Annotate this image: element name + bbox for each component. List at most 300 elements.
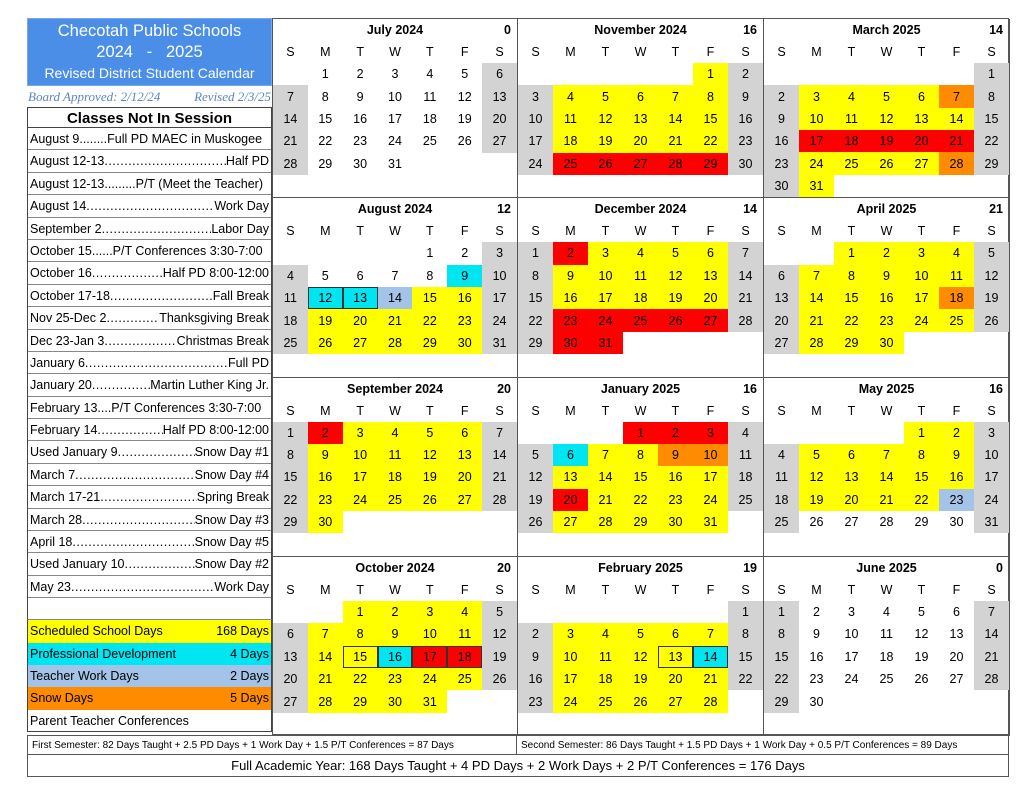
day-cell: 3 [693,422,728,444]
weekday-label: S [286,224,295,239]
day-cell: 18 [447,646,482,668]
day-cell: 1 [764,601,799,623]
week-row [764,623,1009,645]
empty-day [482,690,517,712]
empty-day [447,690,482,712]
day-cell: 14 [588,466,623,488]
day-cell: 7 [869,444,904,466]
day-cell: 22 [623,489,658,511]
events-list [27,128,272,598]
day-cell: 7 [658,85,693,107]
empty-day [974,175,1009,197]
week-row [518,108,763,130]
day-cell: 16 [378,646,413,668]
event-date: October 16 [30,266,92,281]
weekday-label: T [356,224,364,239]
empty-day [904,332,939,354]
legend-item [27,643,272,665]
weekday-label: S [987,44,996,59]
weekday-label: T [426,582,434,597]
week-row [273,646,517,668]
day-cell: 19 [658,287,693,309]
day-cell: 26 [809,515,824,530]
month-name: February 2025 [598,560,683,575]
day-cell: 18 [553,130,588,152]
event-description: Snow Day #2 [194,557,269,572]
day-cell: 8 [904,444,939,466]
day-cell: 4 [939,242,974,264]
weekday-label: T [601,403,610,418]
month-header [518,19,763,41]
month-header [273,198,517,220]
day-cell: 23 [553,309,588,331]
month-calendar [764,378,1010,557]
day-cell: 5 [412,422,447,444]
day-cell: 26 [588,153,623,175]
day-cell: 16 [553,287,588,309]
day-cell: 16 [518,668,553,690]
empty-day [658,601,693,623]
day-cell: 15 [728,646,763,668]
empty-day [764,422,799,444]
legend-value: 168 Days [216,624,269,639]
week-row [518,444,763,466]
empty-day [904,175,939,197]
day-cell: 31 [412,690,447,712]
week-row [518,668,763,690]
day-cell: 28 [974,668,1009,690]
month-day-count: 0 [996,560,1003,575]
day-cell: 28 [799,332,834,354]
day-cell: 13 [447,444,482,466]
event-date: Dec 23-Jan 3 [30,333,105,348]
week-row [518,422,763,444]
day-cell: 18 [588,668,623,690]
day-cell: 12 [588,108,623,130]
day-cell: 14 [693,646,728,668]
day-cell: 28 [588,511,623,533]
day-cell: 16 [869,287,904,309]
day-cell: 4 [764,444,799,466]
weekday-label: T [356,403,364,418]
day-cell: 14 [378,287,413,309]
week-row [273,489,517,511]
month-day-count: 12 [497,202,511,217]
weekday-label: M [320,45,331,59]
event-description: Half PD 8:00-12:00 [162,423,269,438]
month-header [764,19,1009,41]
day-cell: 27 [482,130,517,152]
day-cell: 10 [844,627,859,642]
school-years: 2024 - 2025 [96,43,203,61]
week-row [764,108,1009,130]
day-cell: 3 [343,422,378,444]
day-cell: 29 [412,332,447,354]
empty-day [343,511,378,533]
weekday-label: T [356,45,364,59]
weekday-label: W [389,45,401,59]
day-cell: 3 [588,242,623,264]
day-cell: 1 [693,63,728,85]
day-cell: 13 [658,646,693,668]
day-cell: 3 [904,242,939,264]
day-cell: 22 [518,309,553,331]
day-cell: 11 [728,444,763,466]
month-header [764,557,1009,579]
weekday-label: F [460,45,469,59]
day-cell: 22 [834,309,869,331]
event-row [28,330,271,352]
day-cell: 2 [461,246,469,261]
week-row [273,511,517,533]
day-cell: 15 [273,466,308,488]
weekday-label: T [426,224,434,239]
day-cell: 6 [953,604,960,619]
week-row [273,422,517,444]
day-cell: 4 [447,601,482,623]
day-cell: 2 [869,242,904,264]
day-cell: 23 [728,130,763,152]
weekday-label: F [460,403,469,418]
day-cell: 12 [457,89,472,104]
day-cell: 9 [518,646,553,668]
event-description: Snow Day #5 [194,535,269,550]
month-name: August 2024 [357,202,433,217]
weekday-label: F [952,224,961,239]
day-cell: 10 [518,108,553,130]
day-cell: 30 [949,515,964,530]
empty-day [764,242,799,264]
empty-day [974,690,1009,712]
day-cell: 25 [447,668,482,690]
empty-day [447,153,482,175]
weekday-label: M [565,45,576,59]
event-description: Snow Day #3 [194,512,269,527]
week-row [273,444,517,466]
week-row [764,85,1009,107]
day-cell: 15 [623,466,658,488]
empty-day [764,63,799,85]
day-cell: 28 [308,690,343,712]
event-row [28,173,271,195]
weekday-label: T [917,403,926,418]
week-row [764,422,1009,444]
day-cell: 23 [518,690,553,712]
weekday-label: M [565,224,576,239]
empty-day [834,422,869,444]
week-row [764,668,1009,690]
day-cell: 12 [974,265,1009,287]
day-cell: 15 [412,287,447,309]
weekday-header [764,41,1009,63]
weekday-label: F [952,44,961,59]
day-cell: 6 [273,623,308,645]
weekday-label: W [634,45,647,59]
day-cell: 14 [728,265,763,287]
empty-day [447,511,482,533]
leader-dots [85,352,228,373]
day-cell: 20 [764,309,799,331]
day-cell: 30 [728,153,763,175]
day-cell: 8 [321,89,329,104]
event-date: April 18 [30,535,73,550]
day-cell: 19 [457,111,472,126]
day-cell: 7 [693,623,728,645]
day-cell: 7 [391,268,399,283]
month-header [518,198,763,220]
leader-dots [72,531,194,552]
day-cell: 7 [974,601,1009,623]
weekday-label: M [320,224,331,239]
event-row [28,150,271,172]
empty-day [834,690,869,712]
leader-dots [104,330,176,351]
day-cell: 11 [553,108,588,130]
event-row [28,464,271,486]
day-cell: 6 [553,444,588,466]
day-cell: 11 [378,444,413,466]
empty-day [378,242,413,264]
legend-item [27,665,272,687]
day-cell: 22 [412,309,447,331]
spacer-row [27,598,272,620]
month-day-count: 21 [989,202,1003,217]
event-row [28,553,271,575]
day-cell: 4 [378,422,413,444]
weekday-label: S [495,45,504,59]
day-cell: 5 [869,85,904,107]
day-cell: 31 [693,511,728,533]
day-cell: 21 [273,130,308,152]
day-cell: 24 [388,134,402,149]
day-cell: 21 [869,489,904,511]
day-cell: 11 [447,623,482,645]
event-row [28,486,271,508]
event-row [28,128,271,150]
day-cell: 17 [482,287,517,309]
weekday-label: T [426,45,434,59]
event-row [28,307,271,329]
day-cell: 25 [378,489,413,511]
event-date: Nov 25-Dec 2 [30,311,107,326]
day-cell: 12 [914,627,929,642]
week-row [518,690,763,712]
event-row [28,262,271,284]
day-cell: 20 [273,668,308,690]
weekday-label: S [741,45,750,59]
day-cell: 4 [273,265,308,287]
day-cell: 29 [764,690,799,712]
weekday-label: S [286,45,295,59]
day-cell: 30 [308,511,343,533]
week-row [273,668,517,690]
day-cell: 1 [904,422,939,444]
day-cell: 9 [378,623,413,645]
day-cell: 26 [974,309,1009,331]
week-row [764,646,1009,668]
week-row [764,175,1009,197]
day-cell: 8 [764,623,799,645]
day-cell: 6 [834,444,869,466]
day-cell: 3 [974,422,1009,444]
day-cell: 14 [799,287,834,309]
day-cell: 8 [623,444,658,466]
week-row [273,130,517,152]
day-cell: 9 [728,85,763,107]
day-cell: 13 [834,466,869,488]
day-cell: 12 [799,466,834,488]
day-cell: 5 [918,604,925,619]
weekday-label: T [847,44,856,59]
weekday-label: M [320,403,331,418]
empty-day [869,422,904,444]
day-cell: 13 [343,287,378,309]
event-date: August 12-13 [30,154,105,169]
day-cell: 5 [518,444,553,466]
day-cell: 24 [412,668,447,690]
day-cell: 3 [848,604,855,619]
day-cell: 4 [883,604,890,619]
day-cell: 15 [764,646,799,668]
day-cell: 19 [799,489,834,511]
day-cell: 19 [914,649,929,664]
day-cell: 4 [588,623,623,645]
day-cell: 26 [658,309,693,331]
weekday-header [273,220,517,242]
day-cell: 27 [343,332,378,354]
month-day-count: 14 [989,23,1003,37]
leader-dots [100,486,197,507]
legend-value: 5 Days [230,691,269,706]
day-cell: 27 [623,153,658,175]
weekday-header [273,41,517,63]
month-day-count: 16 [743,381,757,396]
day-cell: 3 [553,623,588,645]
empty-day [588,63,623,85]
day-cell: 1 [623,422,658,444]
day-cell: 25 [588,690,623,712]
weekday-label: T [601,224,610,239]
day-cell: 27 [693,309,728,331]
event-description: Work Day [214,579,269,594]
weekday-label: S [531,403,540,418]
month-header [764,198,1009,220]
weekday-label: F [460,224,469,239]
weekday-label: W [880,44,893,59]
leader-dots [110,285,213,306]
day-cell: 29 [914,515,929,530]
week-row [518,623,763,645]
week-row [273,85,517,107]
event-description: Full PD [228,355,269,370]
event-date: March 7 [30,467,76,482]
month-day-count: 20 [497,381,511,396]
week-row [764,130,1009,152]
day-cell: 2 [939,422,974,444]
event-date: May 23 [30,579,71,594]
empty-day [623,63,658,85]
day-cell: 24 [974,489,1009,511]
day-cell: 28 [658,153,693,175]
day-cell: 10 [343,444,378,466]
day-cell: 17 [844,649,859,664]
day-cell: 6 [623,85,658,107]
event-description: Fall Break [212,288,269,303]
day-cell: 5 [461,67,469,82]
day-cell: 19 [518,489,553,511]
day-cell: 7 [273,85,308,107]
weekday-label: S [777,224,786,239]
weekday-header [518,400,763,422]
weekday-header [518,41,763,63]
event-date: February 14 [30,423,98,438]
weekday-label: F [460,582,469,597]
day-cell: 29 [693,153,728,175]
day-cell: 2 [308,422,343,444]
weekday-label: M [320,582,331,597]
day-cell: 10 [553,646,588,668]
empty-day [308,242,343,264]
event-description: Martin Luther King Jr. [150,378,269,393]
day-cell: 28 [879,515,894,530]
day-cell: 26 [869,152,904,174]
day-cell: 4 [834,85,869,107]
day-cell: 1 [321,67,329,82]
day-cell: 13 [764,287,799,309]
empty-day [869,175,904,197]
day-cell: 7 [308,623,343,645]
month-header [518,378,763,400]
day-cell: 21 [482,466,517,488]
weekday-header [764,579,1009,601]
day-cell: 23 [447,309,482,331]
day-cell: 26 [914,672,929,687]
weekday-label: S [495,403,504,418]
leader-dots [82,509,195,530]
day-cell: 11 [880,627,893,642]
event-date: Used January 9 [30,445,118,460]
day-cell: 27 [447,489,482,511]
weekday-label: W [634,582,647,597]
day-cell: 16 [447,287,482,309]
leader-dots [125,553,195,574]
month-name: May 2025 [858,381,915,396]
day-cell: 29 [974,152,1009,174]
month-day-count: 20 [497,560,511,575]
day-cell: 6 [693,242,728,264]
day-cell: 6 [356,268,364,283]
day-cell: 19 [412,466,447,488]
day-cell: 25 [939,309,974,331]
day-cell: 24 [904,309,939,331]
day-cell: 5 [799,444,834,466]
weekday-label: T [917,44,926,59]
weekday-label: S [987,403,996,418]
month-calendar [764,198,1010,377]
empty-day [273,601,308,623]
event-date: February 13....P/T Conferences 3:30-7:00 [30,400,262,415]
empty-day [799,242,834,264]
day-cell: 12 [308,287,343,309]
day-cell: 15 [693,108,728,130]
week-row [518,646,763,668]
day-cell: 6 [904,85,939,107]
weekday-label: T [671,403,680,418]
day-cell: 9 [813,627,820,642]
day-cell: 24 [844,672,859,687]
day-cell: 14 [974,623,1009,645]
day-cell: 18 [879,649,894,664]
